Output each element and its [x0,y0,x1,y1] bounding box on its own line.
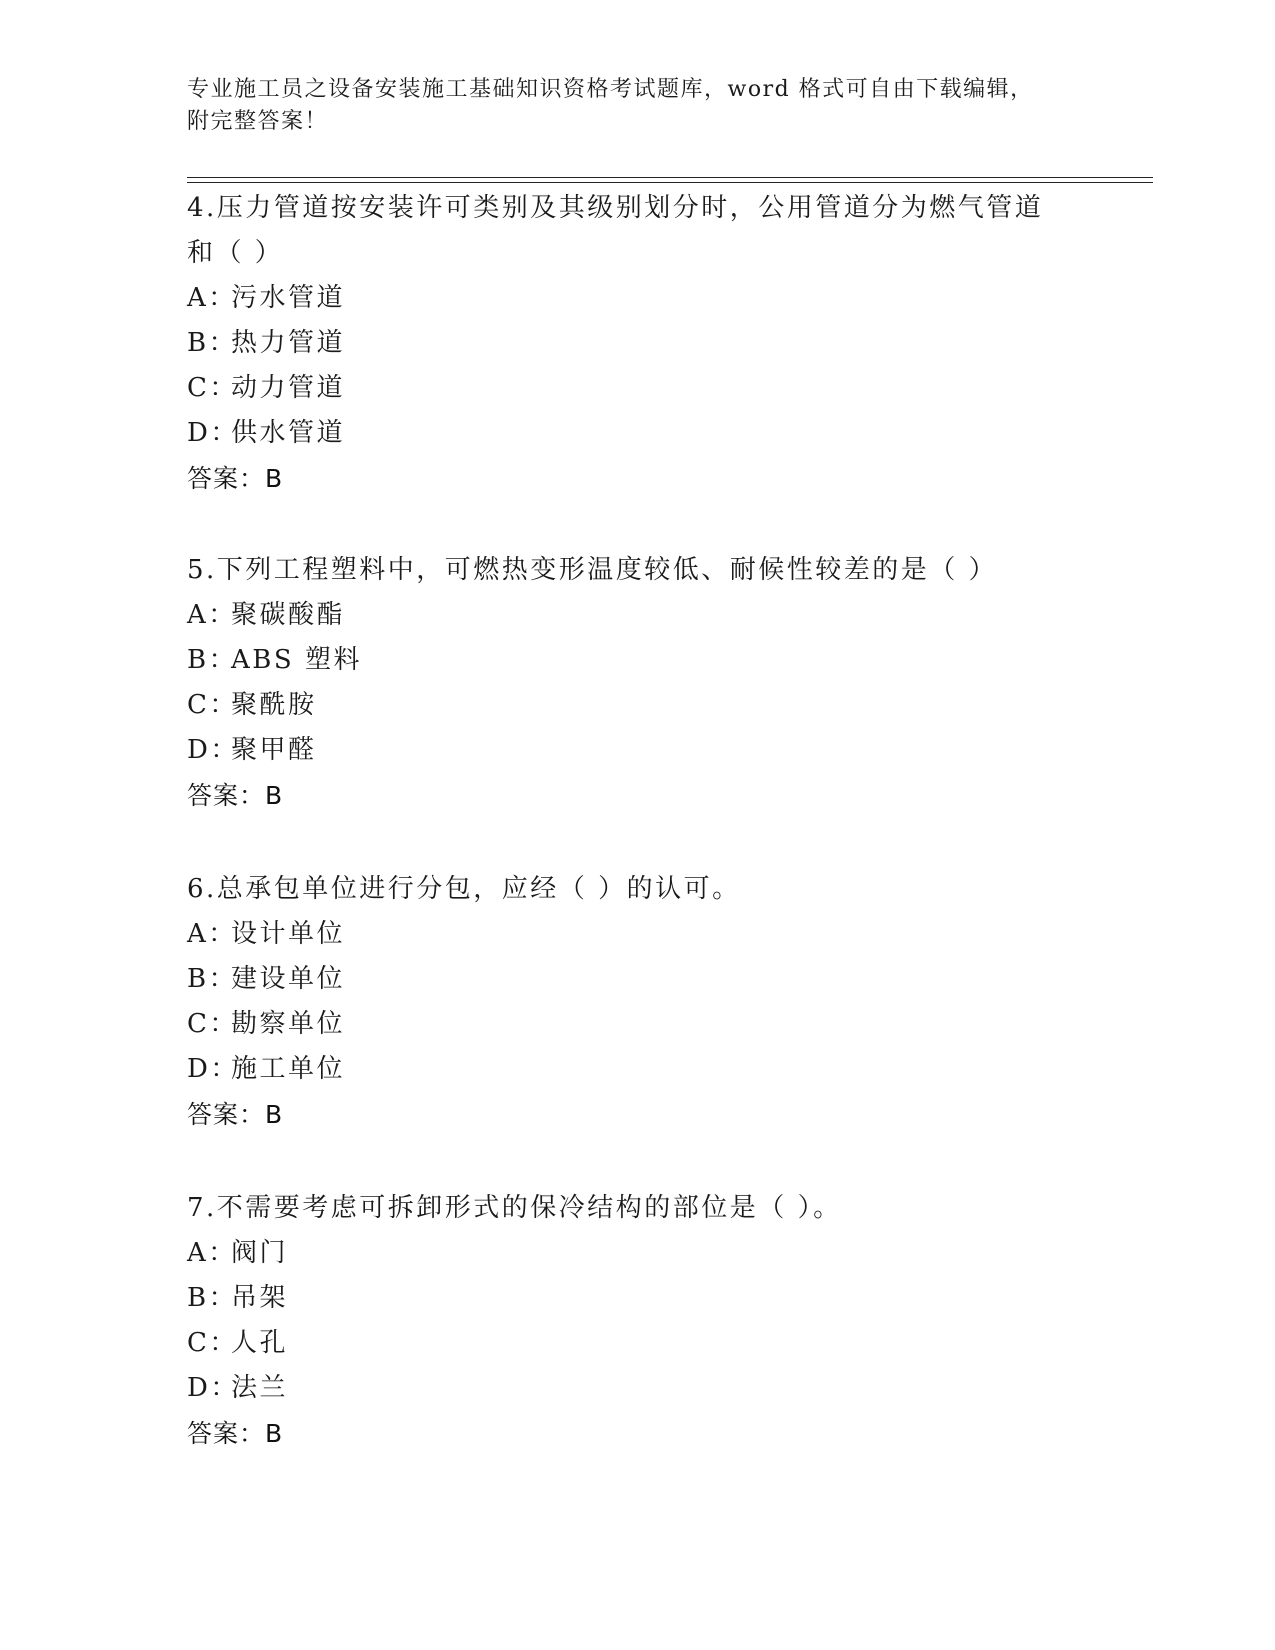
answer-line: 答案：B [187,1100,284,1129]
option-d [187,1366,1087,1411]
option-a [187,912,1087,957]
option-key: A： [187,919,237,949]
option-key: B： [187,328,238,358]
question-stem: 7.不需要考虑可拆卸形式的保冷结构的部位是（ ）。 [187,1193,842,1223]
question-stem: 6.总承包单位进行分包，应经（ ）的认可。 [187,874,741,904]
option-key: D： [187,1054,239,1084]
option-a [187,1231,1087,1276]
option-key: D： [187,418,239,448]
option-text: 吊架 [231,1283,289,1313]
option-text: 动力管道 [231,373,346,403]
option-key: A： [187,600,237,630]
option-key: B： [187,964,238,994]
option-b [187,1276,1087,1321]
option-b [187,321,1087,366]
option-text: 法兰 [231,1373,289,1403]
option-b [187,957,1087,1002]
question-7 [187,1186,1087,1456]
option-key: C： [187,690,238,720]
option-text: 聚甲醛 [231,735,317,765]
option-key: C： [187,373,238,403]
answer-line: 答案：B [187,781,284,810]
option-key: A： [187,283,237,313]
option-key: A： [187,1238,237,1268]
option-text: 阀门 [231,1238,289,1268]
header-line-2: 附完整答案！ [187,109,329,134]
option-text: 聚碳酸酯 [231,600,346,630]
header-divider-top [187,177,1153,178]
option-text: 聚酰胺 [231,690,317,720]
option-text: 建设单位 [231,964,346,994]
option-c [187,366,1087,411]
option-key: D： [187,1373,239,1403]
option-d [187,728,1087,773]
option-text: 勘察单位 [231,1009,346,1039]
header-line-1: 专业施工员之设备安装施工基础知识资格考试题库，word 格式可自由下载编辑， [187,77,1034,102]
question-5 [187,548,1087,818]
option-text: 热力管道 [231,328,346,358]
option-text: 设计单位 [231,919,346,949]
option-d [187,1047,1087,1092]
question-4 [187,186,1087,501]
option-b [187,638,1087,683]
question-stem-continued: 和（ ） [187,238,284,268]
question-stem: 5.下列工程塑料中，可燃热变形温度较低、耐候性较差的是（ ） [187,555,998,585]
header-divider-bottom [187,182,1153,183]
option-text: 供水管道 [231,418,346,448]
option-text: 人孔 [231,1328,289,1358]
option-text: 污水管道 [231,283,346,313]
answer-line: 答案：B [187,464,284,493]
option-c [187,1002,1087,1047]
option-a [187,276,1087,321]
document-header [187,74,1087,138]
option-key: C： [187,1009,238,1039]
answer-line: 答案：B [187,1419,284,1448]
option-text: ABS 塑料 [231,645,362,675]
option-a [187,593,1087,638]
option-key: B： [187,645,238,675]
question-stem: 4.压力管道按安装许可类别及其级别划分时，公用管道分为燃气管道 [187,193,1044,223]
option-key: B： [187,1283,238,1313]
option-d [187,411,1087,456]
option-text: 施工单位 [231,1054,346,1084]
option-key: D： [187,735,239,765]
option-c [187,1321,1087,1366]
option-key: C： [187,1328,238,1358]
question-6 [187,867,1087,1137]
option-c [187,683,1087,728]
